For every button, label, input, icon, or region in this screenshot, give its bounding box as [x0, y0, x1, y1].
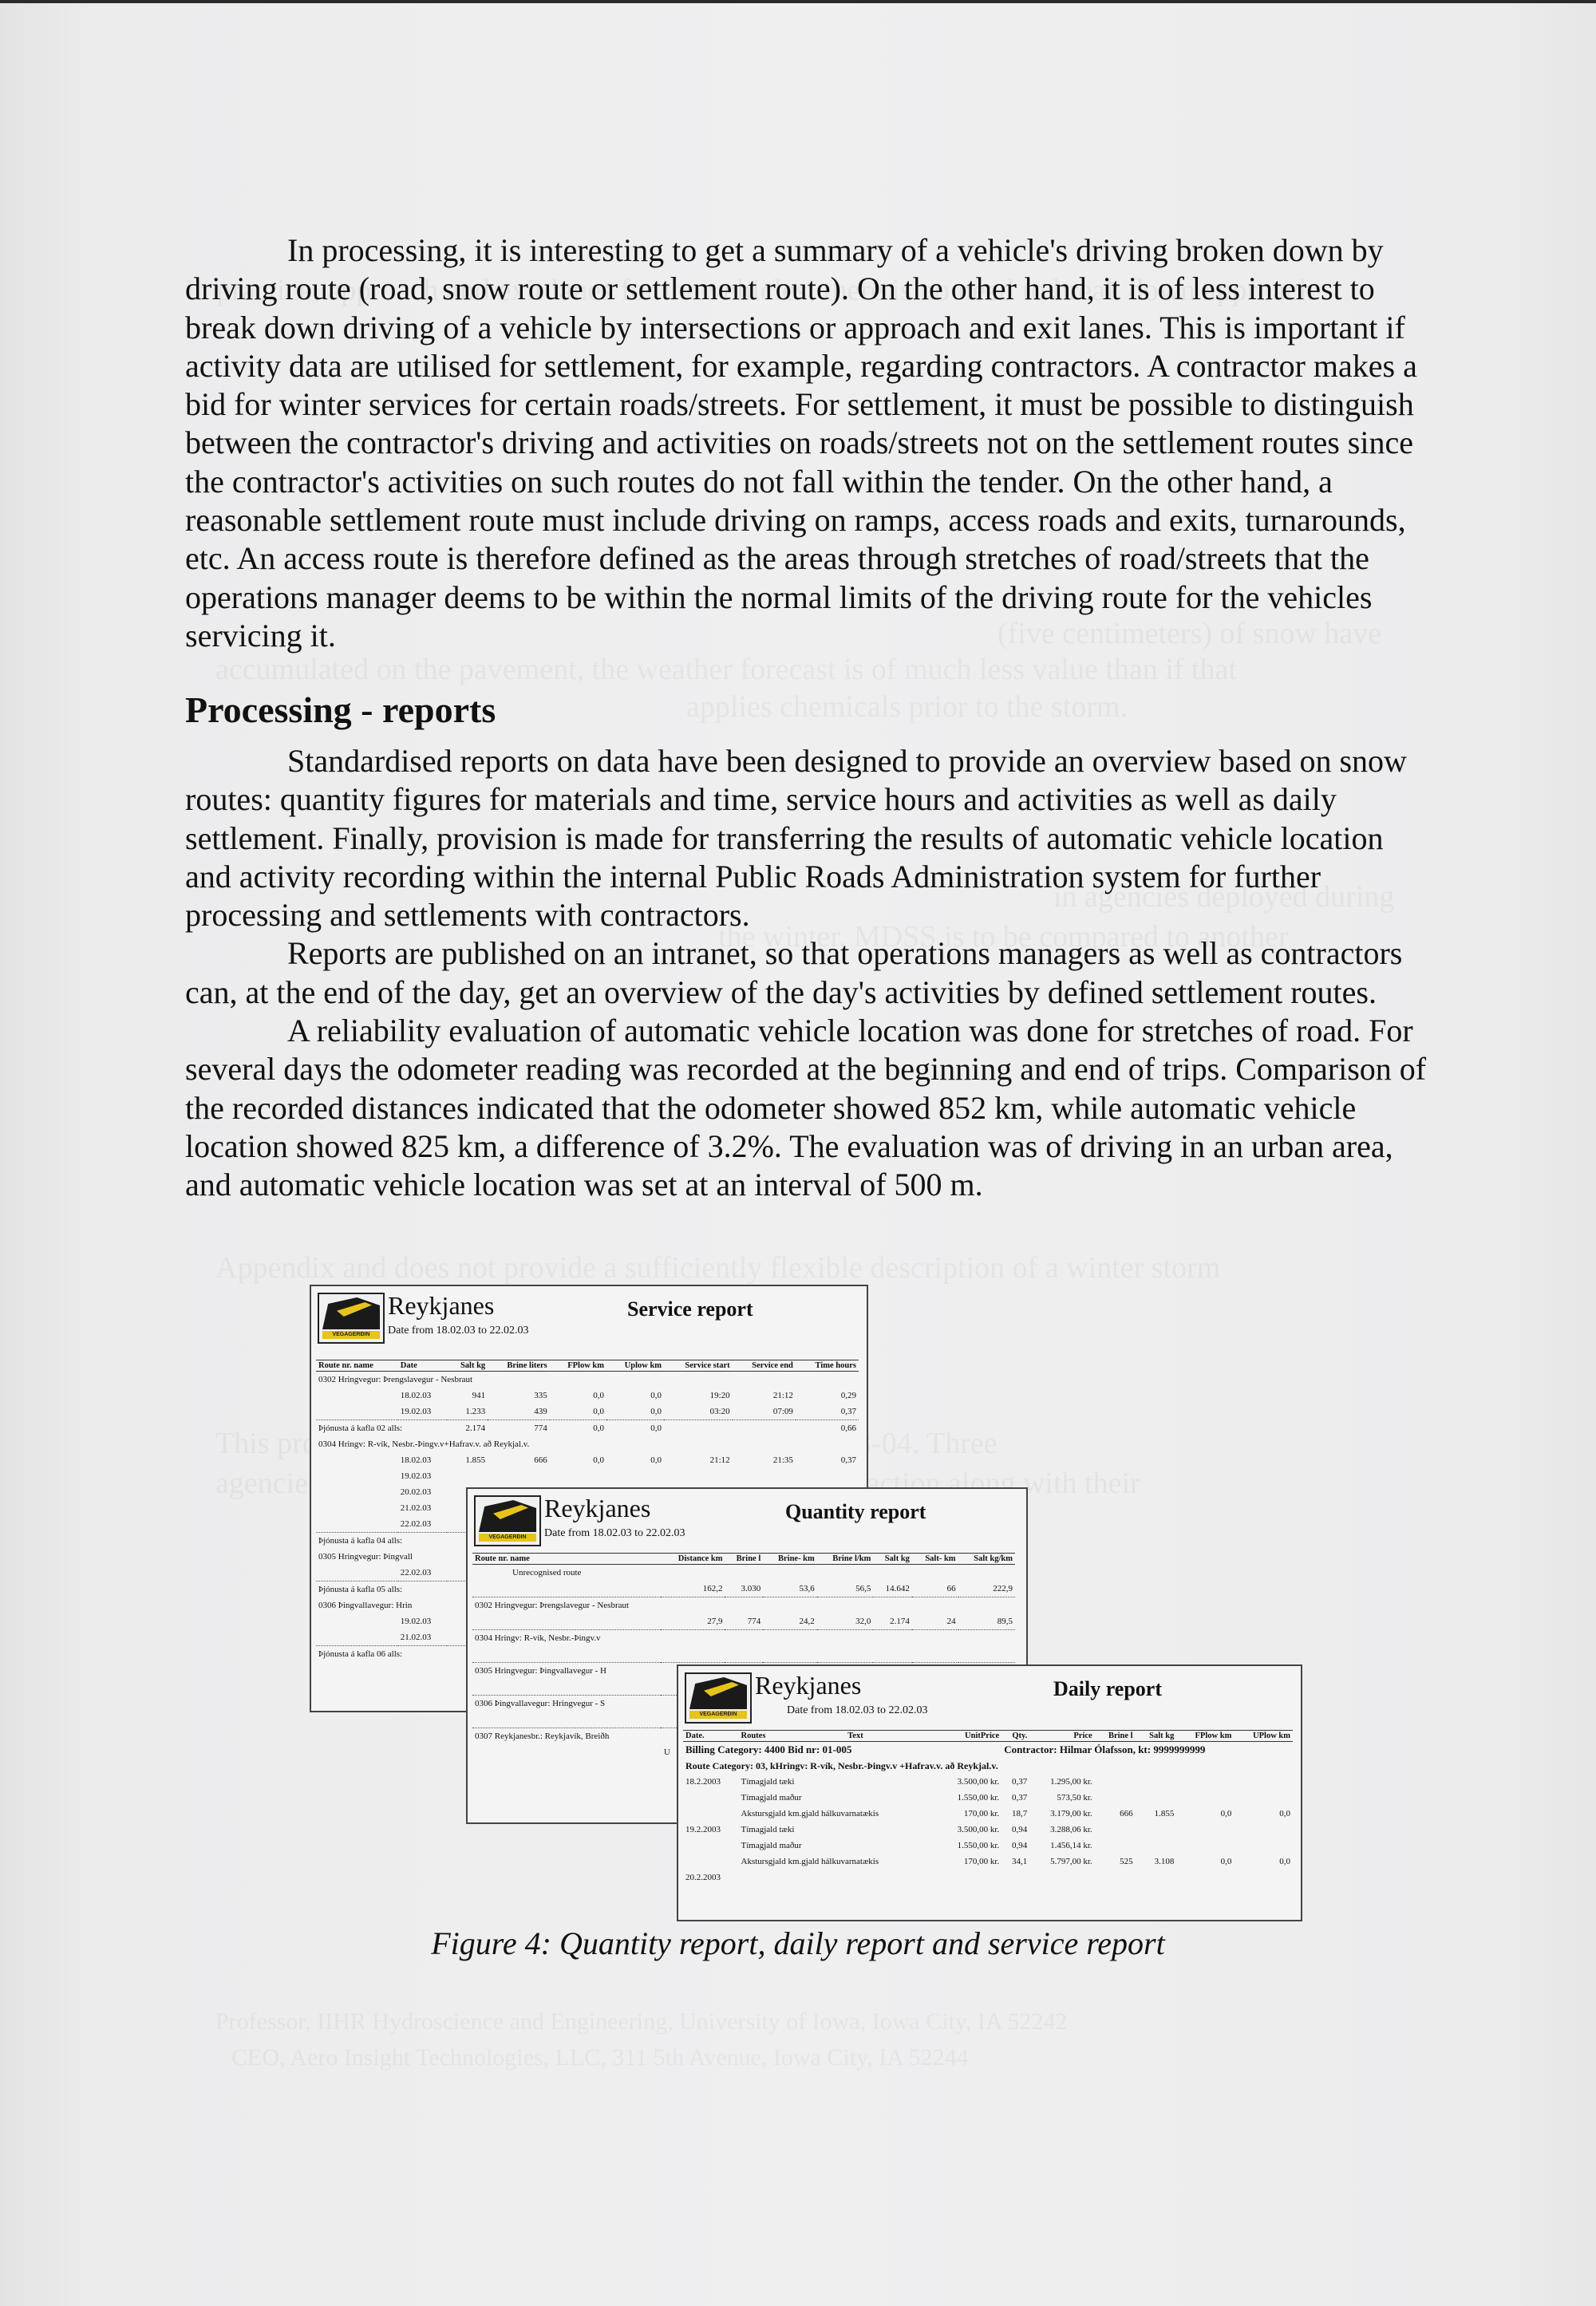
- cell: [1136, 1790, 1177, 1806]
- col-header: Distance km: [661, 1554, 725, 1565]
- cell: [1176, 1822, 1234, 1838]
- cell: 24,2: [799, 1617, 815, 1626]
- total-row: [316, 1420, 859, 1437]
- col-header: Salt kg/km: [958, 1554, 1015, 1565]
- intro-section: [185, 231, 1427, 655]
- bleed-through-text: [215, 650, 1237, 689]
- cell: [1136, 1838, 1177, 1854]
- cell: [1234, 1838, 1293, 1854]
- cell: [664, 1420, 733, 1437]
- daily-report-table: [683, 1730, 1293, 1885]
- cell: 19:20: [709, 1391, 730, 1400]
- logo-text: VEGAGERÐIN: [689, 1711, 747, 1719]
- table-row: [472, 1613, 1015, 1630]
- route-name: 0306 Þingvallavegur: Hringvegur - S: [472, 1696, 1015, 1712]
- cell: 0,0: [650, 1455, 662, 1465]
- cell: 170,00 kr.: [963, 1809, 1000, 1818]
- cell: 774: [747, 1617, 761, 1626]
- reports-section: [185, 742, 1427, 1205]
- bleed-through-text: [686, 688, 1128, 726]
- cell: 1.855: [1154, 1809, 1175, 1818]
- cell: 34,1: [1012, 1857, 1028, 1866]
- cell: Tímagjald maður: [741, 1793, 802, 1803]
- vegagerdin-logo: [474, 1495, 541, 1546]
- cell: 56,5: [855, 1584, 871, 1593]
- cell: 525: [1120, 1857, 1133, 1866]
- cell: 335: [534, 1391, 547, 1400]
- table-row: [683, 1854, 1293, 1870]
- report-title: Daily report: [1053, 1677, 1162, 1700]
- contractor: Contractor: Hilmar Ólafsson, kt: 9999999999: [1004, 1743, 1206, 1755]
- intro-paragraph: In processing, it is interesting to get a summary of a vehicle's driving broken down by driving route (road, snow route or settlement route). On the other hand, it is of less interest to break down driving of a vehicle by intersections or approach and exit lanes. This is important if activity data are utilised for settlement, for example, regarding contractors. A contractor makes a bid for winter services for certain roads/streets. For settlement, it must be possible to distinguish between the contractor's driving and activities on roads/streets not on the settlement routes since the contractor's activities on such routes do not fall within the tender. On the other hand, a reasonable settlement route must include driving on ramps, access roads and exits, turnarounds, etc. An access route is therefore defined as the areas through stretches of road/streets that the operations manager deems to be within the normal limits of the driving route for the vehicles servicing it.: [185, 232, 1417, 653]
- cell: 22.02.03: [400, 1519, 432, 1529]
- col-header: Price: [1029, 1731, 1094, 1742]
- cell: Tímagjald maður: [741, 1841, 802, 1850]
- figure-caption: Figure 4: Quantity report, daily report and service report: [431, 1925, 1165, 1961]
- cell: 18.2.2003: [685, 1777, 721, 1787]
- cell: 21:35: [772, 1455, 793, 1465]
- route-name: 0304 Hringv: R-vík, Nesbr.-Þingv.v+Hafrav.v. að Reykjal.v.: [318, 1439, 530, 1449]
- bleed-through-text: [231, 2039, 969, 2077]
- route-category: Route Category: 03, kHringv: R-vík, Nesbr.-Þingv.v +Hafrav.v. að Reykjal.v.: [685, 1760, 998, 1771]
- cell: Akstursgjald km.gjald hálkuvarnatækis: [741, 1809, 879, 1818]
- cell: [1136, 1822, 1177, 1838]
- col-header: Date: [398, 1360, 447, 1372]
- cell: 1.550,00 kr.: [957, 1841, 1000, 1850]
- report-place: Reykjanes: [755, 1671, 862, 1700]
- col-header: Brine- km: [763, 1554, 817, 1565]
- cell: [1095, 1822, 1136, 1838]
- cell: 2.174: [890, 1617, 910, 1626]
- cell: Tímagjald tæki: [741, 1825, 795, 1834]
- cell: 0,0: [1279, 1857, 1290, 1866]
- cell: 0,0: [593, 1407, 604, 1416]
- cell: 941: [472, 1391, 486, 1400]
- cell: 18.02.03: [400, 1391, 432, 1400]
- cell: [683, 1806, 739, 1822]
- col-header: UPlow km: [1234, 1731, 1293, 1742]
- route-name: 0304 Hringv: R-vík, Nesbr.-Þingv.v: [472, 1630, 1015, 1647]
- cell: 666: [534, 1455, 547, 1465]
- cell: 20.02.03: [400, 1487, 432, 1497]
- table-row: [683, 1806, 1293, 1822]
- cell: Þjónusta á kafla 02 alls:: [316, 1420, 447, 1437]
- cell: 0,94: [1012, 1825, 1028, 1834]
- col-header: Route nr. name: [316, 1360, 398, 1372]
- cell: [1095, 1790, 1136, 1806]
- cell: 66: [946, 1584, 956, 1593]
- cell: 0,0: [550, 1420, 606, 1437]
- cut-mark: U: [664, 1747, 670, 1757]
- cell: 03:20: [709, 1407, 730, 1416]
- cell: [1095, 1838, 1136, 1854]
- cell: 18,7: [1012, 1809, 1028, 1818]
- col-header: Service end: [733, 1360, 796, 1372]
- report-dates: Date from 18.02.03 to 22.02.03: [388, 1325, 529, 1337]
- cell: 1.456,14 kr.: [1050, 1841, 1092, 1850]
- report-place: Reykjanes: [388, 1291, 495, 1320]
- cell: 19.02.03: [400, 1617, 432, 1626]
- cell: 0,0: [650, 1407, 662, 1416]
- cell: 24: [946, 1617, 956, 1626]
- cell: 3.500,00 kr.: [957, 1777, 1000, 1787]
- table-row: [472, 1581, 1015, 1597]
- cell: 27,9: [707, 1617, 723, 1626]
- col-header: Brine liters: [488, 1360, 550, 1372]
- route-name: 0305 Hringvegur: Þingvallavegur - H: [472, 1663, 1015, 1680]
- col-header: UnitPrice: [937, 1731, 1001, 1742]
- col-header: Salt kg: [447, 1360, 488, 1372]
- cell: 3.108: [1154, 1857, 1175, 1866]
- paragraph: A reliability evaluation of automatic vehicle location was done for stretches of road. For several days the odometer reading was recorded at the beginning and end of trips. Comparison of the recorded distances indicated that the odometer showed 852 km, while automatic vehicle location showed 825 km, a difference of 3.2%. The evaluation was of driving in an urban area, and automatic vehicle location was set at an interval of 500 m.: [185, 1013, 1427, 1203]
- cell: 19.2.2003: [685, 1825, 721, 1834]
- cell: 19.02.03: [400, 1407, 432, 1416]
- paragraph: Reports are published on an intranet, so that operations managers as well as contractors can, at the end of the day, get an overview of the day's activities by defined settlement routes.: [185, 935, 1403, 1010]
- cell: 1.550,00 kr.: [957, 1793, 1000, 1803]
- cell: 1.233: [465, 1407, 486, 1416]
- cell: 0,0: [1220, 1809, 1232, 1818]
- col-header: FPlow km: [1176, 1731, 1234, 1742]
- route-name: 0302 Hringvegur: Þrengslavegur - Nesbraut: [472, 1597, 1015, 1614]
- cell: 19.02.03: [400, 1471, 432, 1481]
- section-heading: Processing - reports: [185, 689, 496, 730]
- cell: 22.02.03: [400, 1568, 432, 1577]
- col-header: Uplow km: [606, 1360, 664, 1372]
- cell: 0,0: [1220, 1857, 1232, 1866]
- cell: 666: [1120, 1809, 1133, 1818]
- cell: 0,37: [840, 1455, 856, 1465]
- cell: Þjónusta á kafla 04 alls:: [316, 1533, 859, 1550]
- cell: 774: [488, 1420, 550, 1437]
- cell: 21.02.03: [400, 1503, 432, 1513]
- cell: Þjónusta á kafla 06 alls:: [316, 1646, 859, 1663]
- table-row: [683, 1822, 1293, 1838]
- cell: 0,0: [1279, 1809, 1290, 1818]
- cell: [1234, 1822, 1293, 1838]
- daily-report-panel: [677, 1664, 1302, 1921]
- cell: [683, 1854, 739, 1870]
- cell: 07:09: [772, 1407, 793, 1416]
- cell: 0,0: [593, 1455, 604, 1465]
- cell: 0,37: [1012, 1793, 1028, 1803]
- col-header: Qty.: [1001, 1731, 1029, 1742]
- col-header: Date.: [683, 1731, 739, 1742]
- col-header: Salt kg: [1136, 1731, 1177, 1742]
- col-header: Salt kg: [873, 1554, 912, 1565]
- col-header: Salt- km: [912, 1554, 958, 1565]
- cell: 1.295,00 kr.: [1050, 1777, 1092, 1787]
- table-row: [316, 1452, 859, 1468]
- cell: 439: [534, 1407, 547, 1416]
- report-title: Quantity report: [785, 1500, 926, 1523]
- col-header: Route nr. name: [472, 1554, 661, 1565]
- cell: 5.797,00 kr.: [1050, 1857, 1092, 1866]
- cell: 21:12: [709, 1455, 730, 1465]
- cell: 0,0: [606, 1420, 664, 1437]
- cell: [1176, 1838, 1234, 1854]
- cell: 1.855: [465, 1455, 486, 1465]
- route-name: Unrecognised route: [512, 1568, 582, 1577]
- cell: 0,37: [840, 1407, 856, 1416]
- cell: Tímagjald tæki: [741, 1777, 795, 1787]
- cell: [733, 1420, 796, 1437]
- paragraph: Standardised reports on data have been designed to provide an overview based on snow routes: quantity figures for materials and time, service hours and activities as well as daily settlement. Finally, provision is made for transferring the results of automatic vehicle location and activity recording within the internal Public Roads Administration system for further processing and settlements with contractors.: [185, 743, 1407, 934]
- col-header: Time hours: [796, 1360, 859, 1372]
- table-row: [683, 1790, 1293, 1806]
- cell: 3.500,00 kr.: [957, 1825, 1000, 1834]
- cell: Akstursgjald km.gjald hálkuvarnatækis: [741, 1857, 879, 1866]
- cut-date: 20.2.2003: [685, 1873, 721, 1882]
- col-header: Routes: [739, 1731, 800, 1742]
- cell: 170,00 kr.: [963, 1857, 1000, 1866]
- route-name: 0302 Hringvegur: Þrengslavegur - Nesbraut: [318, 1375, 473, 1384]
- table-row: [683, 1838, 1293, 1854]
- cell: 89,5: [997, 1617, 1013, 1626]
- cell: 3.179,00 kr.: [1050, 1809, 1092, 1818]
- cell: 0,0: [593, 1391, 604, 1400]
- table-row: [683, 1774, 1293, 1790]
- cell: [1176, 1774, 1234, 1790]
- cell: 0,29: [840, 1391, 856, 1400]
- col-header: Brine l: [1095, 1731, 1136, 1742]
- cell: 3.030: [741, 1584, 761, 1593]
- cell: 14.642: [885, 1584, 910, 1593]
- cell: 222,9: [993, 1584, 1013, 1593]
- logo-text: VEGAGERÐIN: [322, 1331, 380, 1339]
- cell: 2.174: [447, 1420, 488, 1437]
- cell: [1176, 1790, 1234, 1806]
- cell: 53,6: [799, 1584, 815, 1593]
- cell: 32,0: [855, 1617, 871, 1626]
- billing-category: Billing Category: 4400 Bid nr: 01-005: [685, 1743, 852, 1755]
- cell: 0,0: [650, 1391, 662, 1400]
- col-header: FPlow km: [550, 1360, 606, 1372]
- report-place: Reykjanes: [544, 1494, 651, 1522]
- table-row: [316, 1468, 859, 1484]
- report-dates: Date from 18.02.03 to 22.02.03: [544, 1527, 685, 1539]
- col-header: Service start: [664, 1360, 733, 1372]
- cell: [1095, 1774, 1136, 1790]
- col-header: Brine l/km: [817, 1554, 874, 1565]
- bleed-through-text: [215, 2003, 1067, 2041]
- cell: 21.02.03: [400, 1633, 432, 1642]
- vegagerdin-logo: [685, 1672, 752, 1724]
- cell: 0,94: [1012, 1841, 1028, 1850]
- cell: 0,37: [1012, 1777, 1028, 1787]
- bleed-through-text: [215, 1249, 1220, 1287]
- route-name: 0305 Hringvegur: Þingvall: [318, 1552, 413, 1562]
- cell: 573,50 kr.: [1057, 1793, 1092, 1803]
- cell: [1234, 1790, 1293, 1806]
- col-header: Brine l: [725, 1554, 763, 1565]
- cell: 0,66: [796, 1420, 859, 1437]
- cell: [683, 1790, 739, 1806]
- route-name: 0306 Þingvallavegur: Hrin: [318, 1601, 413, 1610]
- cell: [1234, 1774, 1293, 1790]
- route-name: 0307 Reykjanesbr.: Reykjavík, Breiðh: [472, 1728, 1015, 1745]
- cell: 18.02.03: [400, 1455, 432, 1465]
- cell: 162,2: [702, 1584, 723, 1593]
- cell: 21:12: [772, 1391, 793, 1400]
- vegagerdin-logo: [318, 1293, 385, 1344]
- cell: Þjónusta á kafla 05 alls:: [316, 1581, 859, 1598]
- cell: [683, 1838, 739, 1854]
- cell: [1136, 1774, 1177, 1790]
- table-row: [316, 1404, 859, 1420]
- col-header: Text: [800, 1731, 937, 1742]
- report-dates: Date from 18.02.03 to 22.02.03: [787, 1704, 928, 1716]
- logo-text: VEGAGERÐIN: [479, 1534, 536, 1542]
- table-row: [316, 1388, 859, 1404]
- report-title: Service report: [627, 1297, 753, 1321]
- cell: 3.288,06 kr.: [1050, 1825, 1092, 1834]
